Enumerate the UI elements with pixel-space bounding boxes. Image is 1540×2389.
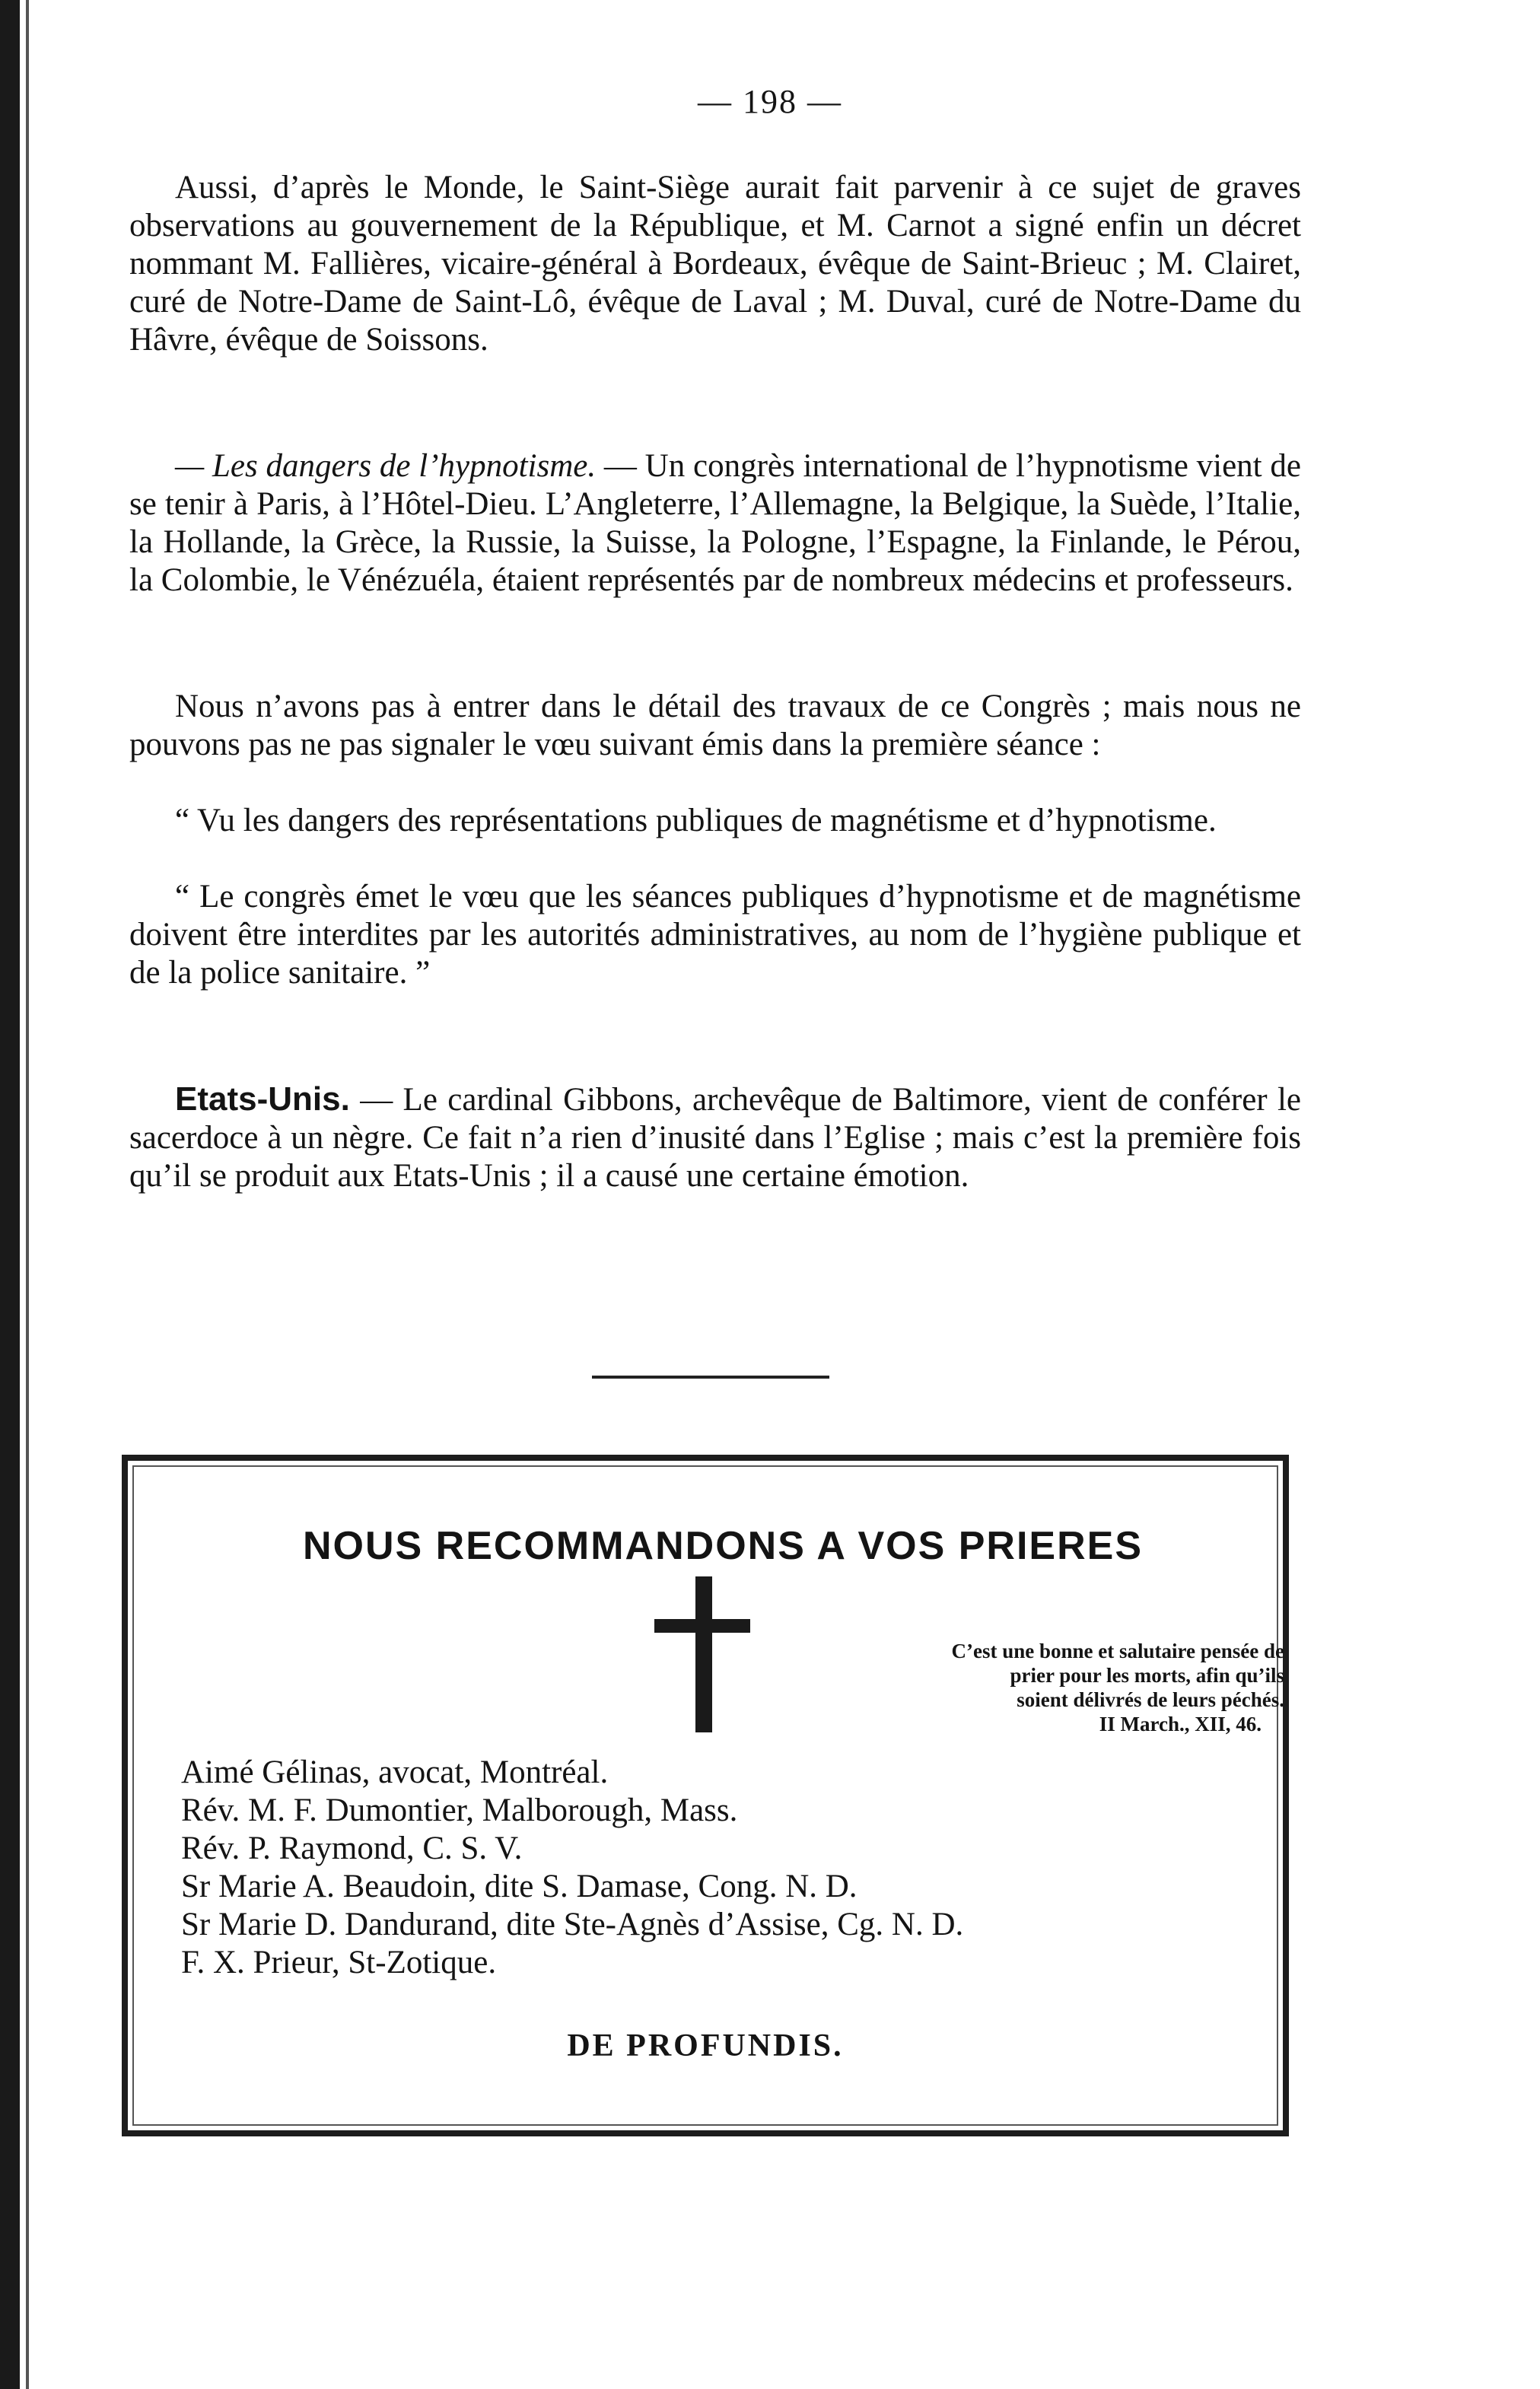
- paragraph-voeu: “ Le congrès émet le vœu que les séances publiques d’hypnotisme et de magnétisme doivent être interdites par les autorités administratives, au nom de l’hygiène publique et de la police sanitaire. ”: [129, 879, 1301, 991]
- quote-line: C’est une bonne et salutaire pensée de: [951, 1640, 1284, 1662]
- prayer-box: [122, 1455, 1289, 2136]
- section-title-hypnotisme: — Les dangers de l’hypnotisme.: [175, 448, 597, 484]
- paragraph-vu-les-dangers: “ Vu les dangers des représentations publiques de magnétisme et d’hypnotisme.: [175, 803, 1217, 838]
- page-edge-line: [26, 0, 29, 2389]
- cross-icon-horizontal: [654, 1619, 750, 1633]
- page-edge-shadow: [0, 0, 20, 2389]
- cross-icon-vertical: [695, 1576, 712, 1732]
- quote-line: soient délivrés de leurs péchés.: [1017, 1688, 1284, 1711]
- paragraph-hypnotisme: [129, 447, 1301, 600]
- list-item: Sr Marie A. Beaudoin, dite S. Damase, Cong. N. D.: [181, 1869, 858, 1904]
- section-divider: [592, 1376, 829, 1379]
- paragraph-hypnotisme-text: — Un congrès international de l’hypnotisme vient de se tenir à Paris, à l’Hôtel-Dieu. L’Angleterre, l’Allemagne, la Belgique, la Suède, l’Italie, la Hollande, la Grèce, la Russie, la Suisse, la Pologne, l’Espagne, la Finlande, le Pérou, la Colombie, le Vénézuéla, étaient représentés par de nombreux médecins et professeurs.: [129, 448, 1301, 598]
- section-title-etats-unis: Etats-Unis.: [175, 1080, 350, 1118]
- quote-line: prier pour les morts, afin qu’ils: [1010, 1664, 1284, 1687]
- list-item: Rév. P. Raymond, C. S. V.: [181, 1831, 523, 1866]
- paragraph-saint-siege: Aussi, d’après le Monde, le Saint-Siège aurait fait parvenir à ce sujet de graves observations au gouvernement de la République, et M. Carnot a signé enfin un décret nommant M. Fallières, vicaire-général à Bordeaux, évêque de Saint-Brieuc ; M. Clairet, curé de Notre-Dame de Saint-Lô, évêque de Laval ; M. Duval, curé de Notre-Dame du Hâvre, évêque de Soissons.: [129, 170, 1301, 358]
- list-item: Sr Marie D. Dandurand, dite Ste-Agnès d’Assise, Cg. N. D.: [181, 1907, 964, 1942]
- list-item: F. X. Prieur, St-Zotique.: [181, 1945, 497, 1980]
- de-profundis: DE PROFUNDIS.: [567, 2028, 844, 2063]
- list-item: Aimé Gélinas, avocat, Montréal.: [181, 1754, 609, 1790]
- paragraph-etats-unis: [129, 1080, 1301, 1195]
- prayer-box-heading: NOUS RECOMMANDONS A VOS PRIERES: [303, 1524, 1144, 1568]
- paragraph-etats-unis-text: — Le cardinal Gibbons, archevêque de Baltimore, vient de conférer le sacerdoce à un nègre. Ce fait n’a rien d’inusité dans l’Eglise ; mais c’est la première fois qu’il se produit aux Etats-Unis ; il a causé une certaine émotion.: [129, 1082, 1301, 1194]
- deceased-list: [181, 1754, 1262, 1982]
- paragraph-congres: Nous n’avons pas à entrer dans le détail des travaux de ce Congrès ; mais nous ne pouvons pas ne pas signaler le vœu suivant émis dans la première séance :: [129, 689, 1301, 762]
- page-number: — 198 —: [698, 83, 842, 120]
- quote-reference: II March., XII, 46.: [1099, 1713, 1262, 1735]
- scripture-quote: [797, 1639, 1284, 1736]
- list-item: Rév. M. F. Dumontier, Malborough, Mass.: [181, 1793, 738, 1828]
